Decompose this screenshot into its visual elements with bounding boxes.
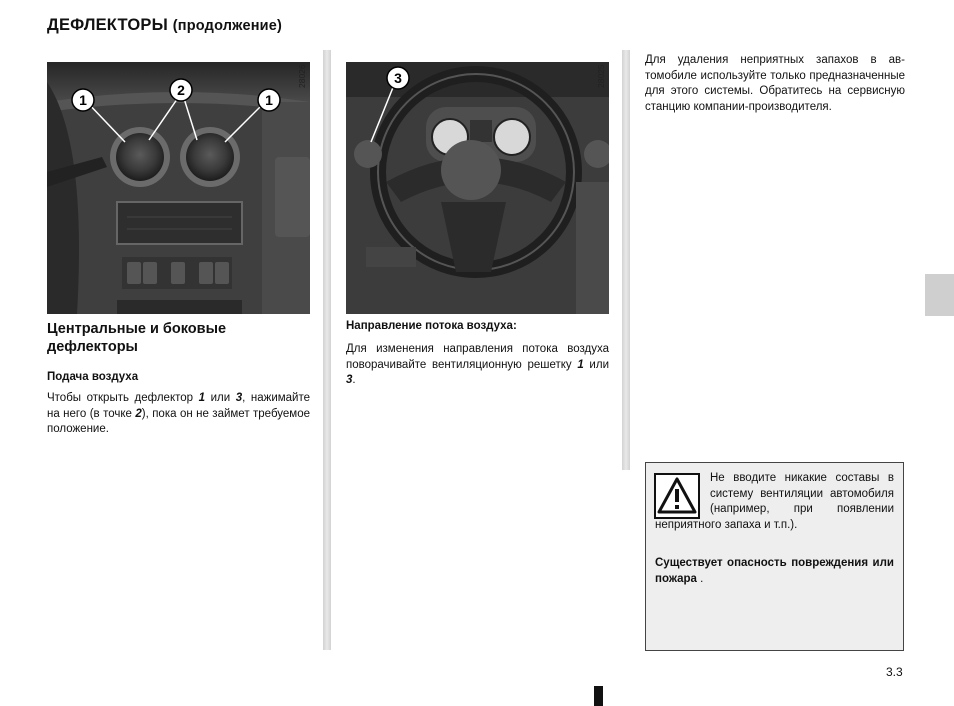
page-title bbox=[47, 16, 282, 35]
callout-label: 1 bbox=[265, 92, 273, 108]
paragraph-air-supply bbox=[47, 391, 310, 438]
figure-code: 28025 bbox=[596, 64, 606, 88]
text-run: или bbox=[205, 392, 236, 404]
section-heading: Центральные и боковые дефлекторы bbox=[47, 321, 227, 355]
callout-label: 1 bbox=[79, 92, 87, 108]
subheading-airflow-direction: Направление потока воздуха: bbox=[346, 320, 517, 332]
page-number: 3.3 bbox=[886, 665, 903, 679]
paragraph-odor-removal: Для удаления неприятных запахов в автомобиле используйте только предназначенные для этого системы. Обратитесь на сервисную станцию компании-производителя. bbox=[645, 54, 905, 113]
callout-label: 3 bbox=[394, 70, 402, 86]
figure-code: 28026 bbox=[297, 64, 307, 88]
chapter-tab bbox=[925, 274, 954, 316]
ref-number: 3 bbox=[235, 392, 243, 404]
warning-danger-suffix: . bbox=[696, 572, 704, 585]
warning-box bbox=[645, 462, 904, 651]
figure-dashboard-vents bbox=[47, 62, 310, 314]
warning-message: Не вводите никакие составы в систему вентиляции автомобиля (например, при появлении неприятного запаха и т.п.). bbox=[655, 472, 894, 531]
text-run: или bbox=[583, 358, 609, 371]
ref-number: 2 bbox=[135, 407, 142, 420]
steering-wheel-illustration bbox=[346, 62, 609, 314]
text-run: ), пока он не займет требуемое положение. bbox=[47, 407, 310, 435]
warning-text bbox=[655, 471, 894, 533]
column-divider-2 bbox=[622, 50, 630, 470]
text-run: Для изменения направления потока воздуха поворачивайте вентиляционную решетку bbox=[346, 343, 609, 371]
column-divider-1 bbox=[323, 50, 331, 650]
paragraph-airflow-direction bbox=[346, 342, 609, 389]
page-title-continued: (продолжение) bbox=[172, 18, 283, 34]
callout-label: 2 bbox=[177, 82, 185, 98]
subheading-air-supply: Подача воздуха bbox=[47, 371, 139, 383]
ref-number: 1 bbox=[577, 358, 584, 371]
page-marker bbox=[594, 686, 603, 706]
text-run: . bbox=[352, 374, 356, 386]
page-title-main: ДЕФЛЕКТОРЫ bbox=[47, 16, 168, 34]
ref-number: 1 bbox=[198, 392, 206, 404]
warning-danger bbox=[655, 556, 894, 587]
text-run: , нажимайте на него (в точке bbox=[47, 392, 311, 420]
text-run: Чтобы открыть дефлектор bbox=[47, 392, 199, 404]
dashboard-vents-illustration bbox=[47, 62, 310, 314]
ref-number: 3 bbox=[346, 374, 353, 386]
figure-steering-wheel bbox=[346, 62, 609, 314]
icon-spacer bbox=[655, 471, 710, 517]
warning-danger-text: Существует опасность повреждения или пожара bbox=[655, 557, 894, 585]
